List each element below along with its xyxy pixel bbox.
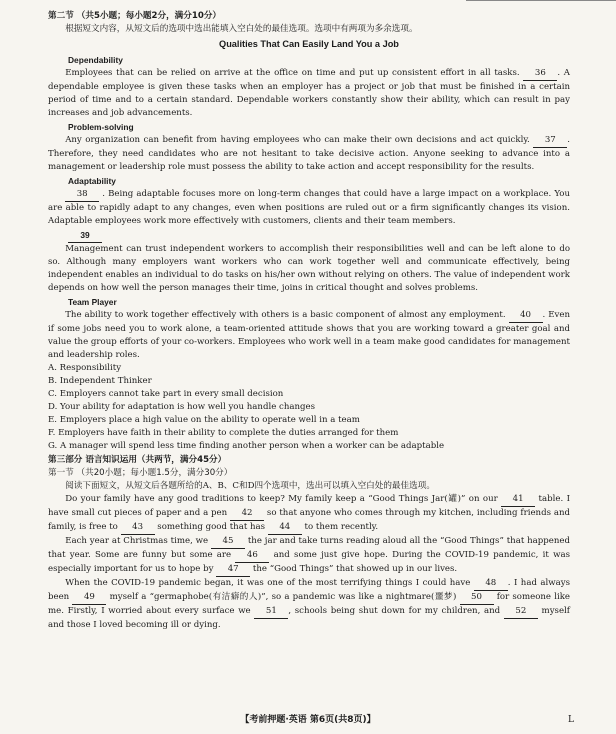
paragraph-text: myself and those I loved becoming ill or dying. (48, 606, 570, 631)
passage-paragraph (48, 243, 570, 295)
answer-blank: 36 (523, 67, 557, 81)
answer-option: E. Employers place a high value on the ability to operate well in a team (48, 415, 360, 426)
answer-option: B. Independent Thinker (48, 376, 152, 387)
header-rule (466, 0, 616, 7)
paragraph-text: and some just give hope. During the COVID-19 pandemic, it was especially important for us to hope by (48, 549, 570, 574)
paragraph-text: Each year at Christmas time, we (65, 535, 211, 546)
passage-paragraph (48, 134, 570, 174)
answer-blank: 39 (68, 229, 102, 243)
part3-header: 第三部分 语言知识运用（共两节，满分45分） (48, 454, 227, 465)
blank-heading (68, 229, 570, 243)
answer-option: C. Employers cannot take part in every small decision (48, 389, 284, 400)
section-heading: Team Player (68, 297, 117, 308)
section-heading: Adaptability (68, 176, 116, 187)
answer-blank: 47 (216, 563, 250, 577)
cloze-passage (48, 493, 570, 633)
paragraph-text: the “Good Things” that showed up in our lives. (250, 564, 458, 574)
paragraph-text: the jar and take turns reading aloud all the “Good Things” that happened that year. Some are funny but some are (48, 535, 571, 560)
answer-blank: 43 (121, 521, 155, 535)
paragraph-text: table. I have small cut pieces of paper and a pen (48, 493, 570, 518)
paragraph-text: myself a “germaphobe(有洁癖的人)”, so a pandemic was like a nightmare(噩梦) (106, 592, 460, 603)
passage-paragraph (48, 309, 570, 362)
passage-title: Qualities That Can Easily Land You a Job (219, 39, 399, 50)
answer-blank: 40 (509, 309, 543, 323)
cloze-paragraph (48, 535, 570, 577)
answer-blank: 45 (211, 535, 245, 549)
passage-paragraph (48, 188, 570, 228)
answer-option: G. A manager will spend less time finding another person when a worker can be adaptable (48, 441, 445, 452)
paragraph-text: something good that has (154, 521, 268, 532)
section-heading: Dependability (68, 55, 123, 66)
answer-blank: 49 (72, 591, 106, 605)
paragraph-text: Management can trust independent workers to accomplish their responsibilities well and can be left alone to do so. Although many employers want workers who can work together well and communicate effectively, being independent enables an individual to do tasks on his/her own without relying on others. The value of independent work depends on how well the person manages their time, joins in critical thought and solves problems. (48, 243, 570, 293)
option-list (48, 362, 570, 453)
paragraph-text: for someone like me. Firstly, I worried about every surface we (48, 592, 570, 617)
paper-code: L (568, 715, 574, 725)
answer-blank: 37 (533, 134, 567, 148)
part3-instruction: 阅读下面短文，从短文后各题所给的A、B、C和D四个选项中，选出可以填入空白处的最佳选项。 (65, 480, 435, 491)
section-heading: Problem-solving (68, 122, 134, 133)
answer-option: A. Responsibility (48, 363, 122, 374)
answer-option: D. Your ability for adaptation is how well you handle changes (48, 402, 316, 413)
paragraph-text: Do your family have any good traditions to keep? My family keep a “Good Things Jar(罐)” on our (65, 493, 502, 504)
paragraph-text: to them recently. (301, 521, 379, 532)
section2-instruction: 根据短文内容，从短文后的选项中选出能填入空白处的最佳选项。选项中有两项为多余选项。 (65, 24, 418, 35)
page-footer: 【考前押题·英语 第6页(共8页)】 (240, 715, 376, 725)
answer-blank: 51 (254, 605, 288, 619)
answer-blank: 41 (501, 493, 535, 507)
exam-page (48, 10, 570, 632)
paragraph-text: When the COVID-19 pandemic began, it was one of the most terrifying things I could have (65, 578, 474, 589)
paragraph-text: Any organization can benefit from having employees who can make their own decisions and act quickly. (65, 134, 530, 145)
paragraph-text: so that anyone who comes through my kitchen, including friends and family, is free to (48, 507, 570, 532)
answer-blank: 44 (268, 521, 302, 535)
paragraph-text: , schools being shut down for my children, and (288, 606, 504, 617)
cloze-paragraph (48, 577, 570, 632)
section2-header: 第二节 （共5小题；每小题2分，满分10分） (48, 11, 222, 21)
paragraph-text: . Being adaptable focuses more on long-term changes that could have a large impact on a workplace. You are able to rapidly adapt to any changes, even when positions are ruled out or a firm significantly changes its vision. Adaptable employees work more effectively with customers, clients and their team members. (48, 188, 570, 226)
paragraph-text: . I had always been (48, 578, 570, 603)
paragraph-text: . Therefore, they need candidates who are not hesitant to take decisive action. Anyone seeking to advance into a management or leadership role must possess the ability to take action and accept responsibility for the results. (48, 134, 571, 173)
answer-blank: 52 (504, 605, 538, 619)
paragraph-text: The ability to work together effectively with others is a basic component of almost any employment. (65, 309, 506, 320)
part3-section1-header: 第一节 （共20小题；每小题1.5分，满分30分） (48, 467, 233, 478)
answer-blank: 42 (230, 507, 264, 521)
cloze-paragraph (48, 493, 570, 535)
paragraph-text: . A dependable employee is given these tasks when an employer has a project or job that must be finished in a certain period of time and to a certain standard. Dependable workers constantly show their ability, which can result in pay increases and job advancements. (48, 67, 570, 119)
answer-blank: 48 (474, 577, 508, 591)
passage-paragraph (48, 67, 570, 120)
paragraph-text: Employees that can be relied on arrive at the office on time and put up consistent effort in all tasks. (65, 67, 520, 78)
answer-blank: 50 (460, 591, 494, 605)
passage-blocks (48, 54, 570, 362)
answer-blank: 38 (65, 188, 99, 202)
answer-blank: 46 (235, 549, 269, 563)
paragraph-text: . Even if some jobs need you to work alone, a team-oriented attitude shows that you are working toward a greater goal and value the group efforts of your co-workers. Employees who work well in a team make good candidates for management and leadership roles. (48, 309, 570, 360)
answer-option: F. Employers have faith in their ability to complete the duties arranged for them (48, 428, 399, 439)
